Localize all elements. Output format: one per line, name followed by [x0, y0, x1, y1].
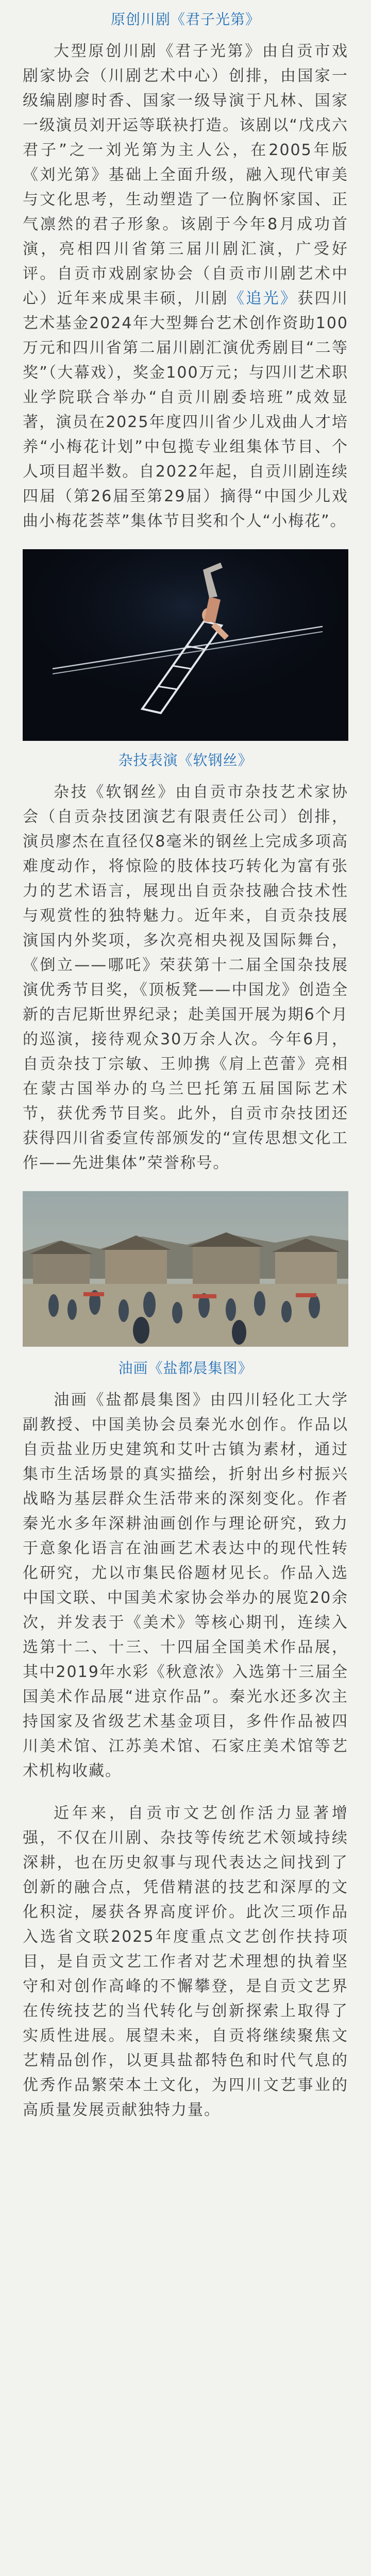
wire-walking-caption: 杂技表演《软钢丝》 — [118, 752, 253, 769]
sichuan-opera-text-b: 获四川艺术基金2024年大型舞台艺术创作资助100万元和四川省第二届川剧汇演优秀剧目“二等奖”（大幕戏），奖金100万元；与四川艺术职业学院联合举办“自贡川剧委培班”成效显著，演员在2025年度四川省少儿戏曲人才培养“小梅花计划”中包揽专业组集体节目、个人项目超半数。自2022年起，自贡川剧连续四届（第26届至第29届）摘得“中国少儿戏曲小梅花荟萃”集体节目奖和个人“小梅花”。 — [23, 290, 349, 530]
oil-painting-caption: 油画《盐都晨集图》 — [118, 1360, 253, 1377]
acrobatics-photo — [23, 549, 348, 741]
sichuan-opera-caption: 原创川剧《君子光第》 — [110, 11, 260, 28]
oil-painting-photo — [23, 1191, 348, 1347]
closing-paragraph: 近年来，自贡市文艺创作活力显著增强，不仅在川剧、杂技等传统艺术领域持续深耕，也在历史叙事与现代表达之间找到了创新的融合点，凭借精湛的技艺和深厚的文化积淀，屡获各界高度评价。此次三项作品入选省文联2025年度重点文艺创作扶持项目，是自贡文艺工作者对艺术理想的执着坚守和对创作高峰的不懈攀登，是自贡文艺界在传统技艺的当代转化与创新探索上取得了实质性进展。展望未来，自贡将继续聚焦文艺精品创作，以更具盐都特色和时代气息的优秀作品繁荣本土文化，为四川文艺事业的高质量发展贡献独特力量。 — [23, 1804, 348, 2119]
wire-walking-paragraph: 杂技《软钢丝》由自贡市杂技艺术家协会（自贡杂技团演艺有限责任公司）创排，演员廖杰在直径仅8毫米的钢丝上完成多项高难度动作，将惊险的肢体技巧转化为富有张力的艺术语言，展现出自贡杂技融合技术性与观赏性的独特魅力。近年来，自贡杂技展演国内外奖项，多次亮相央视及国际舞台，《倒立——哪吒》荣获第十二届全国杂技展演优秀节目奖，《顶板凳——中国龙》创造全新的吉尼斯世界纪录；赴美国开展为期6个月的巡演，接待观众30万余人次。今年6月，自贡杂技丁宗敏、王帅携《肩上芭蕾》亮相在蒙古国举办的乌兰巴托第五届国际艺术节，获优秀节目奖。此外，自贡市杂技团还获得四川省委宣传部颁发的“宣传思想文化工作——先进集体”荣誉称号。 — [23, 783, 348, 1172]
sichuan-opera-text-a: 大型原创川剧《君子光第》由自贡市戏剧家协会（川剧艺术中心）创排，由国家一级编剧廖时香、国家一级导演于凡林、国家一级演员刘开运等联袂打造。该剧以“戊戌六君子”之一刘光第为主人公，在2005年版《刘光第》基础上全面升级，融入现代审美与文化思考，生动塑造了一位胸怀家国、正气凛然的君子形象。该剧于今年8月成功首演，亮相四川省第三届川剧汇演，广受好评。自贡市戏剧家协会（自贡市川剧艺术中心）近年来成果丰硕，川剧 — [23, 42, 348, 308]
zhuiguang-link[interactable]: 《追光》 — [229, 290, 298, 308]
sichuan-opera-paragraph — [23, 39, 348, 534]
oil-painting-paragraph: 油画《盐都晨集图》由四川轻化工大学副教授、中国美协会员秦光水创作。作品以自贡盐业历史建筑和艾叶古镇为素材，通过集市生活场景的真实描绘，折射出乡村振兴战略为基层群众生活带来的深刻变化。作者秦光水多年深耕油画创作与理论研究，致力于意象化语言在油画艺术表达中的现代性转化研究，尤以市集民俗题材见长。作品入选中国文联、中国美术家协会举办的展览20余次，并发表于《美术》等核心期刊，连续入选第十二、十三、十四届全国美术作品展，其中2019年水彩《秋意浓》入选第十三届全国美术作品展“进京作品”。秦光水还多次主持国家及省级艺术基金项目，多件作品被四川美术馆、江苏美术馆、石家庄美术馆等艺术机构收藏。 — [23, 1391, 348, 1780]
